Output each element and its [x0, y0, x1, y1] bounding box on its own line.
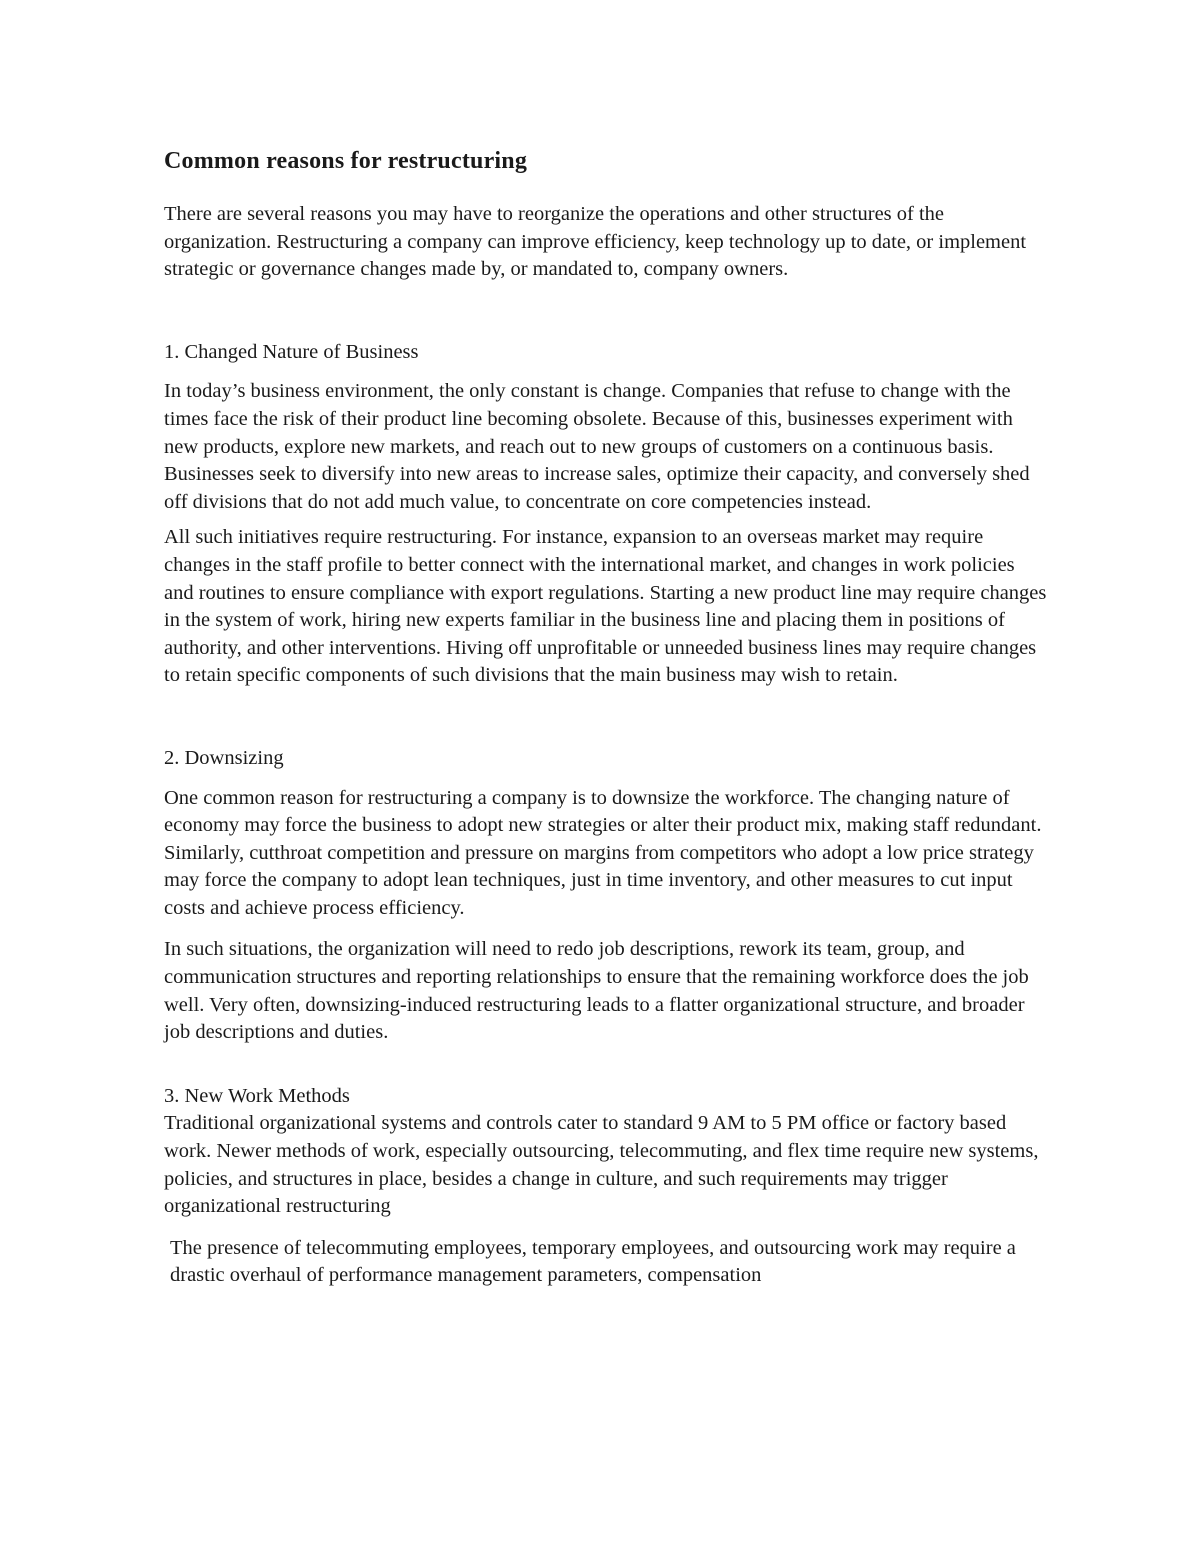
section-paragraph: In today’s business environment, the only constant is change. Companies that refuse to change with the times face the risk of their product line becoming obsolete. Because of this, businesses experiment with new products, explore new markets, and reach out to new groups of customers on a continuous basis. Businesses seek to diversify into new areas to increase sales, optimize their capacity, and conversely shed off divisions that do not add much value, to concentrate on core competencies instead.	[164, 380, 1030, 513]
section-paragraph: One common reason for restructuring a company is to downsize the workforce. The changing nature of economy may force the business to adopt new strategies or alter their product mix, making staff redundant. Similarly, cutthroat competition and pressure on margins from competitors who adopt a low price strategy may force the company to adopt lean techniques, just in time inventory, and other measures to cut input costs and achieve process efficiency.	[164, 786, 1042, 919]
section-heading: 1. Changed Nature of Business	[164, 340, 419, 363]
section-paragraph: In such situations, the organization will need to redo job descriptions, rework its team, group, and communication structures and reporting relationships to ensure that the remaining workforce does the job well. Very often, downsizing-induced restructuring leads to a flatter organizational structure, and broader job descriptions and duties.	[164, 938, 1029, 1044]
section-heading: 2. Downsizing	[164, 746, 284, 769]
section-downsizing	[164, 745, 1049, 1047]
intro-paragraph: There are several reasons you may have to reorganize the operations and other structures of the organization. Restructuring a company can improve efficiency, keep technology up to date, or implement strategic or governance changes made by, or mandated to, company owners.	[164, 203, 1027, 281]
section-paragraph: All such initiatives require restructuring. For instance, expansion to an overseas market may require changes in the staff profile to better connect with the international market, and changes in work policies and routines to ensure compliance with export regulations. Starting a new product line may require changes in the system of work, hiring new experts familiar in the business line and placing them in positions of authority, and other interventions. Hiving off unprofitable or unneeded business lines may require changes to retain specific components of such divisions that the main business may wish to retain.	[164, 526, 1047, 687]
section-heading: 3. New Work Methods	[164, 1084, 350, 1107]
section-changed-nature-of-business	[164, 339, 1049, 690]
section-paragraph: Traditional organizational systems and controls cater to standard 9 AM to 5 PM office or factory based work. Newer methods of work, especially outsourcing, telecommuting, and flex time require new systems, policies, and structures in place, besides a change in culture, and such requirements may trigger organizational restructuring	[164, 1112, 1039, 1218]
document-title: Common reasons for restructuring	[164, 148, 528, 174]
document-body	[164, 146, 1049, 1290]
section-paragraph: The presence of telecommuting employees, temporary employees, and outsourcing work may require a drastic overhaul of performance management parameters, compensation	[170, 1236, 1016, 1287]
section-new-work-methods	[164, 1083, 1049, 1290]
